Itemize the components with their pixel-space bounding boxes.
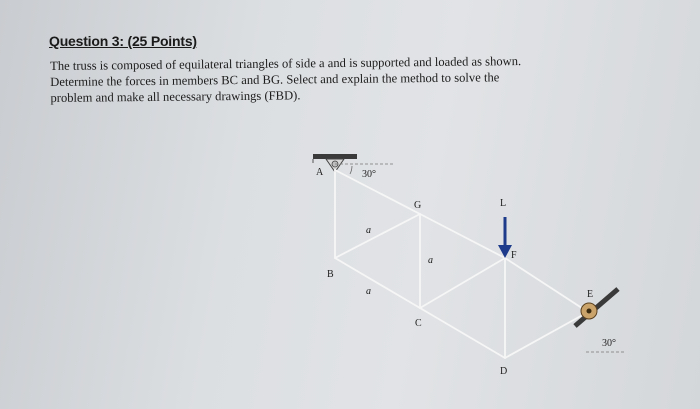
angle-label-bottom: 30° xyxy=(602,338,616,349)
side-label-2: a xyxy=(428,255,433,266)
angle-arc-top xyxy=(350,166,352,174)
angle-label-top: 30° xyxy=(362,169,376,180)
label-c: C xyxy=(415,318,422,329)
member-gf xyxy=(420,214,505,258)
member-de xyxy=(505,312,588,358)
side-label-1: a xyxy=(366,225,371,236)
member-fe xyxy=(505,258,588,312)
label-d: D xyxy=(500,366,508,377)
statement-line-3: problem and make all necessary drawings (FBD). xyxy=(50,88,301,105)
ground-plate xyxy=(313,154,357,159)
member-bc xyxy=(335,258,420,308)
label-a: A xyxy=(316,167,324,178)
member-ag xyxy=(335,170,420,214)
roller-support-e xyxy=(575,289,618,326)
label-b: B xyxy=(327,269,334,280)
member-cd xyxy=(420,308,505,358)
load-arrow-l xyxy=(498,217,512,258)
roller-pin-icon xyxy=(587,309,592,314)
question-title: Question 3: (25 Points) xyxy=(49,33,197,49)
truss-members xyxy=(335,170,588,358)
label-e: E xyxy=(587,289,594,300)
member-bg xyxy=(335,214,420,258)
label-g: G xyxy=(414,200,422,211)
label-load: L xyxy=(500,198,507,209)
statement-line-2: Determine the forces in members BC and BG. Select and explain the method to solve the xyxy=(50,70,500,89)
label-f: F xyxy=(511,250,517,261)
side-label-3: a xyxy=(366,286,371,297)
statement-line-1: The truss is composed of equilateral triangles of side a and is supported and loaded as shown. xyxy=(50,54,522,73)
